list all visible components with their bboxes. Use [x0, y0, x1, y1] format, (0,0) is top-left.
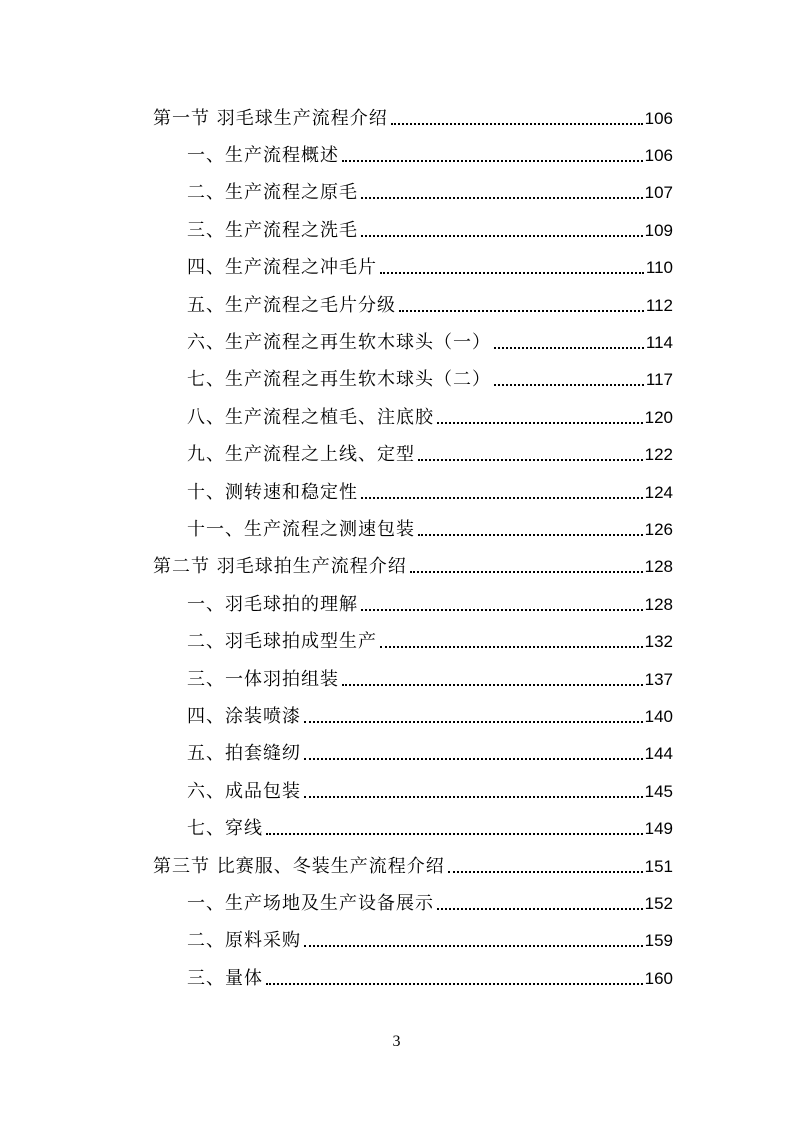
toc-entry[interactable] — [187, 586, 673, 616]
toc-entry-page: 132 — [644, 632, 673, 651]
toc-dot-leader — [304, 796, 643, 798]
toc-entry-page: 151 — [644, 857, 673, 876]
toc-entry-title: 七、生产流程之再生软木球头（二） — [187, 369, 491, 390]
toc-entry[interactable] — [187, 137, 673, 167]
toc-dot-leader — [304, 721, 643, 723]
toc-entry-page: 137 — [644, 670, 673, 689]
toc-entry-page: 114 — [645, 333, 673, 352]
toc-dot-leader — [399, 310, 644, 312]
toc-entry[interactable] — [187, 960, 673, 990]
toc-entry-title: 五、生产流程之毛片分级 — [187, 295, 396, 316]
page-number: 3 — [392, 1033, 401, 1050]
toc-entry-page: 126 — [644, 520, 673, 539]
toc-entry-page: 144 — [644, 744, 673, 763]
toc-dot-leader — [437, 422, 643, 424]
toc-entry-page: 160 — [644, 969, 673, 988]
toc-dot-leader — [304, 945, 643, 947]
toc-entry[interactable] — [187, 212, 673, 242]
toc-dot-leader — [437, 908, 643, 910]
toc-entry-page: 128 — [644, 557, 673, 576]
toc-entry[interactable] — [187, 361, 673, 391]
toc-entry-page: 124 — [644, 483, 673, 502]
toc-entry-page: 149 — [644, 819, 673, 838]
toc-entry[interactable] — [187, 623, 673, 653]
toc-entry[interactable] — [187, 698, 673, 728]
toc-entry-title: 六、成品包装 — [187, 781, 301, 802]
toc-entry[interactable] — [153, 100, 673, 130]
toc-entry[interactable] — [187, 661, 673, 691]
toc-entry[interactable] — [153, 848, 673, 878]
toc-entry[interactable] — [187, 324, 673, 354]
toc-entry-title: 二、生产流程之原毛 — [187, 182, 358, 203]
toc-entry-title: 四、生产流程之冲毛片 — [187, 257, 377, 278]
toc-entry-page: 128 — [644, 595, 673, 614]
toc-entry-title: 一、羽毛球拍的理解 — [187, 594, 358, 615]
toc-entry-title: 三、量体 — [187, 968, 263, 989]
toc-dot-leader — [380, 272, 644, 274]
toc-entry-page: 120 — [644, 408, 673, 427]
toc-dot-leader — [342, 160, 643, 162]
toc-entry-title: 一、生产流程概述 — [187, 145, 339, 166]
toc-entry-page: 140 — [644, 707, 673, 726]
toc-dot-leader — [266, 833, 643, 835]
toc-entry-title: 六、生产流程之再生软木球头（一） — [187, 332, 491, 353]
toc-entry-title: 第三节 比赛服、冬装生产流程介绍 — [153, 856, 445, 877]
toc-dot-leader — [448, 871, 643, 873]
toc-dot-leader — [380, 646, 643, 648]
toc-entry[interactable] — [187, 773, 673, 803]
toc-entry-page: 122 — [644, 445, 673, 464]
toc-entry[interactable] — [187, 922, 673, 952]
toc-dot-leader — [494, 347, 644, 349]
toc-entry-title: 三、一体羽拍组装 — [187, 669, 339, 690]
toc-entry-page: 112 — [645, 296, 673, 315]
toc-entry-title: 七、穿线 — [187, 818, 263, 839]
toc-entry-title: 三、生产流程之洗毛 — [187, 220, 358, 241]
toc-entry[interactable] — [187, 249, 673, 279]
toc-entry[interactable] — [187, 810, 673, 840]
toc-entry-page: 109 — [644, 221, 673, 240]
toc-entry-title: 十一、生产流程之测速包装 — [187, 519, 415, 540]
toc-dot-leader — [418, 534, 643, 536]
toc-entry-title: 九、生产流程之上线、定型 — [187, 444, 415, 465]
toc-dot-leader — [361, 235, 643, 237]
toc-entry-title: 五、拍套缝纫 — [187, 743, 301, 764]
toc-entry-page: 152 — [644, 894, 673, 913]
toc-entry-title: 二、原料采购 — [187, 930, 301, 951]
toc-dot-leader — [410, 571, 643, 573]
toc-dot-leader — [304, 758, 643, 760]
toc-dot-leader — [418, 459, 643, 461]
toc-entry[interactable] — [187, 735, 673, 765]
toc-entry-page: 107 — [644, 183, 673, 202]
toc-entry-page: 106 — [644, 146, 673, 165]
toc-dot-leader — [494, 384, 644, 386]
toc-dot-leader — [266, 983, 643, 985]
toc-entry-title: 八、生产流程之植毛、注底胶 — [187, 407, 434, 428]
toc-entry-title: 十、测转速和稳定性 — [187, 482, 358, 503]
toc-dot-leader — [361, 197, 643, 199]
toc-entry[interactable] — [187, 399, 673, 429]
toc-entry-title: 二、羽毛球拍成型生产 — [187, 631, 377, 652]
toc-entry-title: 一、生产场地及生产设备展示 — [187, 893, 434, 914]
toc-entry-page: 106 — [644, 109, 673, 128]
toc-entry[interactable] — [187, 174, 673, 204]
toc-dot-leader — [361, 497, 643, 499]
toc-entry-title: 第二节 羽毛球拍生产流程介绍 — [153, 556, 407, 577]
toc-dot-leader — [342, 684, 643, 686]
toc-dot-leader — [361, 609, 643, 611]
toc-entry-page: 110 — [645, 258, 673, 277]
toc-entry[interactable] — [153, 548, 673, 578]
toc-dot-leader — [391, 123, 643, 125]
toc-entry[interactable] — [187, 885, 673, 915]
toc-entry-page: 159 — [644, 931, 673, 950]
toc-entry[interactable] — [187, 511, 673, 541]
toc-entry[interactable] — [187, 436, 673, 466]
toc-entry-title: 四、涂装喷漆 — [187, 706, 301, 727]
toc-entry-page: 145 — [644, 782, 673, 801]
toc-entry-page: 117 — [645, 370, 673, 389]
toc-entry-title: 第一节 羽毛球生产流程介绍 — [153, 108, 388, 129]
toc-entry[interactable] — [187, 287, 673, 317]
toc-entry[interactable] — [187, 474, 673, 504]
